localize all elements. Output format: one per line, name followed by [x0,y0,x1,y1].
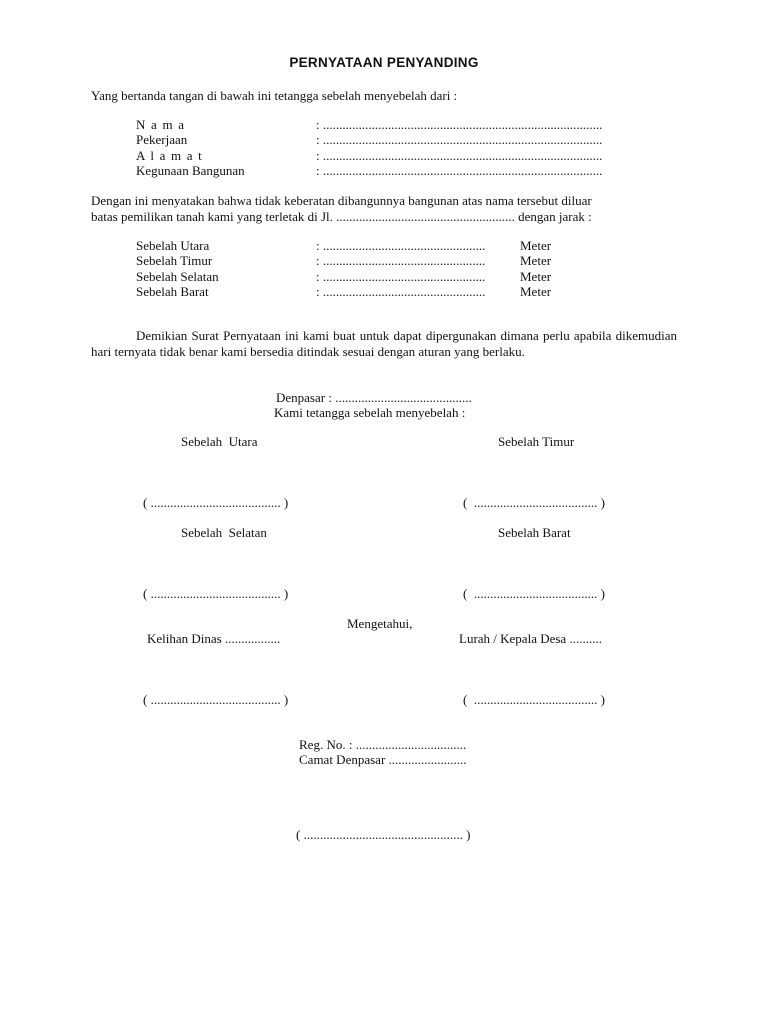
signature-blank-camat: ( ................................................. ) [296,827,471,842]
place-date: Denpasar : .......................................... [276,390,472,405]
kelihan-dinas: Kelihan Dinas ................. [147,631,281,646]
field-value-pekerjaan: : ...................................................................................... [316,132,603,147]
field-label-kegunaan: Kegunaan Bangunan [136,163,245,178]
distance-value-selatan: : .................................................. [316,269,486,284]
distance-label-utara: Sebelah Utara [136,238,210,253]
field-value-kegunaan: : ...................................................................................... [316,163,603,178]
distance-unit-timur: Meter [520,253,552,268]
signature-blank-selatan: ( ........................................ ) [143,586,289,601]
signature-blank-timur: ( ...................................... ) [463,495,605,510]
field-label-nama: N a m a [136,117,186,132]
camat-denpasar: Camat Denpasar ........................ [299,752,467,767]
distance-value-barat: : .................................................. [316,284,486,299]
distance-value-utara: : .................................................. [316,238,486,253]
reg-no: Reg. No. : .................................. [299,737,467,752]
statement-line-2: batas pemilikan tanah kami yang terletak di Jl. ....................................................... dengan jarak : [91,209,592,224]
distance-value-timur: : .................................................. [316,253,486,268]
signature-blank-kelihan: ( ........................................ ) [143,692,289,707]
signature-label-timur: Sebelah Timur [498,434,575,449]
signature-blank-lurah: ( ...................................... ) [463,692,605,707]
statement-line-1: Dengan ini menyatakan bahwa tidak keberatan dibangunnya bangunan atas nama tersebut diluar [91,193,592,208]
intro-text: Yang bertanda tangan di bawah ini tetangga sebelah menyebelah dari : [91,88,458,103]
lurah-kepala-desa: Lurah / Kepala Desa .......... [459,631,602,646]
signature-blank-utara: ( ........................................ ) [143,495,289,510]
distance-unit-barat: Meter [520,284,552,299]
document-title: PERNYATAAN PENYANDING [289,55,479,70]
distance-unit-selatan: Meter [520,269,552,284]
field-label-pekerjaan: Pekerjaan [136,132,188,147]
closing-paragraph: Demikian Surat Pernyataan ini kami buat untuk dapat dipergunakan dimana perlu apabila dikemudian hari ternyata tidak benar kami bersedia ditindak sesuai dengan aturan yang berlaku. [91,328,677,359]
field-value-nama: : ...................................................................................... [316,117,603,132]
field-label-alamat: A l a m a t [136,148,203,163]
signature-label-utara: Sebelah Utara [181,434,258,449]
neighbors-heading: Kami tetangga sebelah menyebelah : [274,405,466,420]
signature-label-selatan: Sebelah Selatan [181,525,267,540]
distance-label-timur: Sebelah Timur [136,253,213,268]
acknowledged-text: Mengetahui, [347,616,413,631]
distance-unit-utara: Meter [520,238,552,253]
distance-label-selatan: Sebelah Selatan [136,269,219,284]
distance-label-barat: Sebelah Barat [136,284,209,299]
field-value-alamat: : ...................................................................................... [316,148,603,163]
signature-blank-barat: ( ...................................... ) [463,586,605,601]
signature-label-barat: Sebelah Barat [498,525,571,540]
